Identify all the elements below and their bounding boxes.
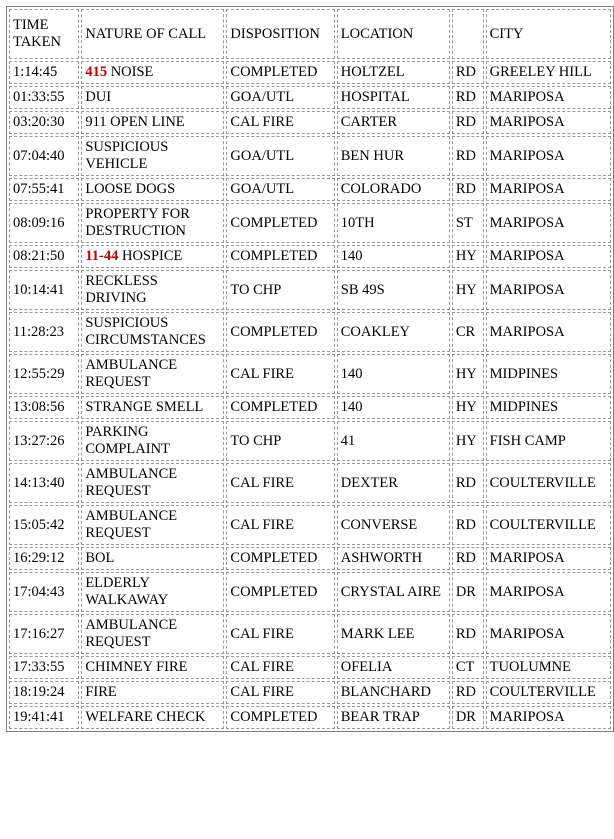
nature-of-call-text: AMBULANCE REQUEST [85, 357, 178, 390]
nature-of-call-cell [81, 312, 224, 352]
table-row [9, 354, 611, 394]
nature-of-call-cell [81, 396, 224, 419]
nature-of-call-cell [81, 178, 224, 201]
location-cell: 140 [337, 396, 450, 419]
table-row [9, 656, 611, 679]
street-type-cell: RD [452, 136, 484, 176]
city-cell: MARIPOSA [486, 547, 611, 570]
street-type-cell: RD [452, 505, 484, 545]
street-type-cell: RD [452, 86, 484, 109]
time-taken-cell: 18:19:24 [9, 681, 79, 704]
street-type-cell: RD [452, 547, 484, 570]
street-type-cell: RD [452, 614, 484, 654]
location-cell: CARTER [337, 111, 450, 134]
table-row [9, 421, 611, 461]
disposition-cell: CAL FIRE [226, 614, 334, 654]
disposition-cell: TO CHP [226, 421, 334, 461]
street-type-cell: RD [452, 61, 484, 84]
nature-of-call-cell [81, 86, 224, 109]
nature-of-call-text: RECKLESS DRIVING [85, 273, 158, 306]
disposition-cell: CAL FIRE [226, 111, 334, 134]
table-row [9, 706, 611, 729]
table-row [9, 136, 611, 176]
disposition-cell: COMPLETED [226, 547, 334, 570]
location-cell: MARK LEE [337, 614, 450, 654]
call-log-table [6, 6, 614, 732]
nature-of-call-cell [81, 61, 224, 84]
nature-of-call-cell [81, 354, 224, 394]
table-header [9, 9, 611, 59]
location-cell: 10TH [337, 203, 450, 243]
time-taken-cell: 12:55:29 [9, 354, 79, 394]
city-cell: MARIPOSA [486, 270, 611, 310]
disposition-cell: CAL FIRE [226, 656, 334, 679]
location-cell: 140 [337, 354, 450, 394]
city-cell: GREELEY HILL [486, 61, 611, 84]
header-time-taken: TIME TAKEN [9, 9, 79, 59]
time-taken-cell: 13:08:56 [9, 396, 79, 419]
street-type-cell: HY [452, 354, 484, 394]
time-taken-cell: 11:28:23 [9, 312, 79, 352]
nature-of-call-cell [81, 547, 224, 570]
time-taken-cell: 1:14:45 [9, 61, 79, 84]
nature-of-call-text: FIRE [85, 684, 117, 700]
nature-of-call-cell [81, 614, 224, 654]
nature-of-call-text: CHIMNEY FIRE [85, 659, 188, 675]
disposition-cell: CAL FIRE [226, 681, 334, 704]
table-row [9, 178, 611, 201]
city-cell: MARIPOSA [486, 178, 611, 201]
location-cell: BEAR TRAP [337, 706, 450, 729]
nature-of-call-text: SUSPICIOUS CIRCUMSTANCES [85, 315, 206, 348]
nature-of-call-text: PARKING COMPLAINT [85, 424, 170, 457]
city-cell: COULTERVILLE [486, 681, 611, 704]
call-code: 415 [85, 64, 108, 80]
table-row [9, 547, 611, 570]
street-type-cell: HY [452, 421, 484, 461]
disposition-cell: GOA/UTL [226, 178, 334, 201]
location-cell: ASHWORTH [337, 547, 450, 570]
table-row [9, 572, 611, 612]
table-row [9, 396, 611, 419]
header-street-type [452, 9, 484, 59]
location-cell: SB 49S [337, 270, 450, 310]
nature-of-call-cell [81, 136, 224, 176]
nature-of-call-text: ELDERLY WALKAWAY [85, 575, 169, 608]
table-row [9, 61, 611, 84]
time-taken-cell: 08:09:16 [9, 203, 79, 243]
city-cell: COULTERVILLE [486, 505, 611, 545]
nature-of-call-cell [81, 203, 224, 243]
time-taken-cell: 07:04:40 [9, 136, 79, 176]
location-cell: HOSPITAL [337, 86, 450, 109]
street-type-cell: HY [452, 245, 484, 268]
time-taken-cell: 10:14:41 [9, 270, 79, 310]
nature-of-call-text: LOOSE DOGS [85, 181, 176, 197]
street-type-cell: DR [452, 706, 484, 729]
time-taken-cell: 17:16:27 [9, 614, 79, 654]
table-row [9, 681, 611, 704]
city-cell: TUOLUMNE [486, 656, 611, 679]
nature-of-call-text: STRANGE SMELL [85, 399, 204, 415]
nature-of-call-text: AMBULANCE REQUEST [85, 617, 178, 650]
header-nature-of-call: NATURE OF CALL [81, 9, 224, 59]
city-cell: MARIPOSA [486, 245, 611, 268]
table-row [9, 505, 611, 545]
disposition-cell: GOA/UTL [226, 136, 334, 176]
city-cell: MARIPOSA [486, 111, 611, 134]
disposition-cell: COMPLETED [226, 572, 334, 612]
time-taken-cell: 17:04:43 [9, 572, 79, 612]
nature-of-call-cell [81, 505, 224, 545]
city-cell: COULTERVILLE [486, 463, 611, 503]
header-row [9, 9, 611, 59]
nature-of-call-text: DUI [85, 89, 112, 105]
nature-of-call-cell [81, 681, 224, 704]
location-cell: 140 [337, 245, 450, 268]
time-taken-cell: 07:55:41 [9, 178, 79, 201]
nature-of-call-text: 911 OPEN LINE [85, 114, 185, 130]
table-row [9, 312, 611, 352]
nature-of-call-cell [81, 111, 224, 134]
disposition-cell: CAL FIRE [226, 463, 334, 503]
nature-of-call-text: PROPERTY FOR DESTRUCTION [85, 206, 190, 239]
table-row [9, 463, 611, 503]
call-code: 11-44 [85, 248, 119, 264]
nature-of-call-cell [81, 245, 224, 268]
nature-of-call-cell [81, 572, 224, 612]
nature-of-call-cell [81, 421, 224, 461]
nature-of-call-text: SUSPICIOUS VEHICLE [85, 139, 169, 172]
street-type-cell: HY [452, 270, 484, 310]
nature-of-call-text: NOISE [110, 64, 154, 80]
nature-of-call-text: WELFARE CHECK [85, 709, 206, 725]
location-cell: CRYSTAL AIRE [337, 572, 450, 612]
street-type-cell: RD [452, 463, 484, 503]
city-cell: MARIPOSA [486, 572, 611, 612]
location-cell: DEXTER [337, 463, 450, 503]
nature-of-call-cell [81, 656, 224, 679]
nature-of-call-text: BOL [85, 550, 115, 566]
street-type-cell: RD [452, 111, 484, 134]
location-cell: OFELIA [337, 656, 450, 679]
location-cell: BLANCHARD [337, 681, 450, 704]
table-row [9, 245, 611, 268]
disposition-cell: COMPLETED [226, 203, 334, 243]
street-type-cell: CT [452, 656, 484, 679]
disposition-cell: COMPLETED [226, 61, 334, 84]
disposition-cell: COMPLETED [226, 245, 334, 268]
nature-of-call-cell [81, 463, 224, 503]
time-taken-cell: 03:20:30 [9, 111, 79, 134]
disposition-cell: COMPLETED [226, 312, 334, 352]
location-cell: BEN HUR [337, 136, 450, 176]
street-type-cell: DR [452, 572, 484, 612]
city-cell: MARIPOSA [486, 203, 611, 243]
time-taken-cell: 13:27:26 [9, 421, 79, 461]
time-taken-cell: 19:41:41 [9, 706, 79, 729]
disposition-cell: GOA/UTL [226, 86, 334, 109]
time-taken-cell: 15:05:42 [9, 505, 79, 545]
time-taken-cell: 08:21:50 [9, 245, 79, 268]
time-taken-cell: 01:33:55 [9, 86, 79, 109]
city-cell: MARIPOSA [486, 312, 611, 352]
disposition-cell: TO CHP [226, 270, 334, 310]
header-city: CITY [486, 9, 611, 59]
city-cell: MARIPOSA [486, 136, 611, 176]
city-cell: MARIPOSA [486, 614, 611, 654]
street-type-cell: ST [452, 203, 484, 243]
table-body [9, 61, 611, 729]
nature-of-call-cell [81, 706, 224, 729]
location-cell: HOLTZEL [337, 61, 450, 84]
header-disposition: DISPOSITION [226, 9, 334, 59]
city-cell: MIDPINES [486, 396, 611, 419]
nature-of-call-cell [81, 270, 224, 310]
nature-of-call-text: AMBULANCE REQUEST [85, 508, 178, 541]
location-cell: 41 [337, 421, 450, 461]
city-cell: MARIPOSA [486, 86, 611, 109]
nature-of-call-text: AMBULANCE REQUEST [85, 466, 178, 499]
table-row [9, 270, 611, 310]
location-cell: COAKLEY [337, 312, 450, 352]
table-row [9, 614, 611, 654]
time-taken-cell: 17:33:55 [9, 656, 79, 679]
header-location: LOCATION [337, 9, 450, 59]
time-taken-cell: 14:13:40 [9, 463, 79, 503]
disposition-cell: COMPLETED [226, 396, 334, 419]
time-taken-cell: 16:29:12 [9, 547, 79, 570]
street-type-cell: RD [452, 681, 484, 704]
table-row [9, 86, 611, 109]
table-row [9, 203, 611, 243]
location-cell: COLORADO [337, 178, 450, 201]
disposition-cell: COMPLETED [226, 706, 334, 729]
street-type-cell: HY [452, 396, 484, 419]
street-type-cell: CR [452, 312, 484, 352]
city-cell: MIDPINES [486, 354, 611, 394]
street-type-cell: RD [452, 178, 484, 201]
city-cell: MARIPOSA [486, 706, 611, 729]
location-cell: CONVERSE [337, 505, 450, 545]
disposition-cell: CAL FIRE [226, 354, 334, 394]
city-cell: FISH CAMP [486, 421, 611, 461]
table-row [9, 111, 611, 134]
nature-of-call-text: HOSPICE [121, 248, 183, 264]
disposition-cell: CAL FIRE [226, 505, 334, 545]
